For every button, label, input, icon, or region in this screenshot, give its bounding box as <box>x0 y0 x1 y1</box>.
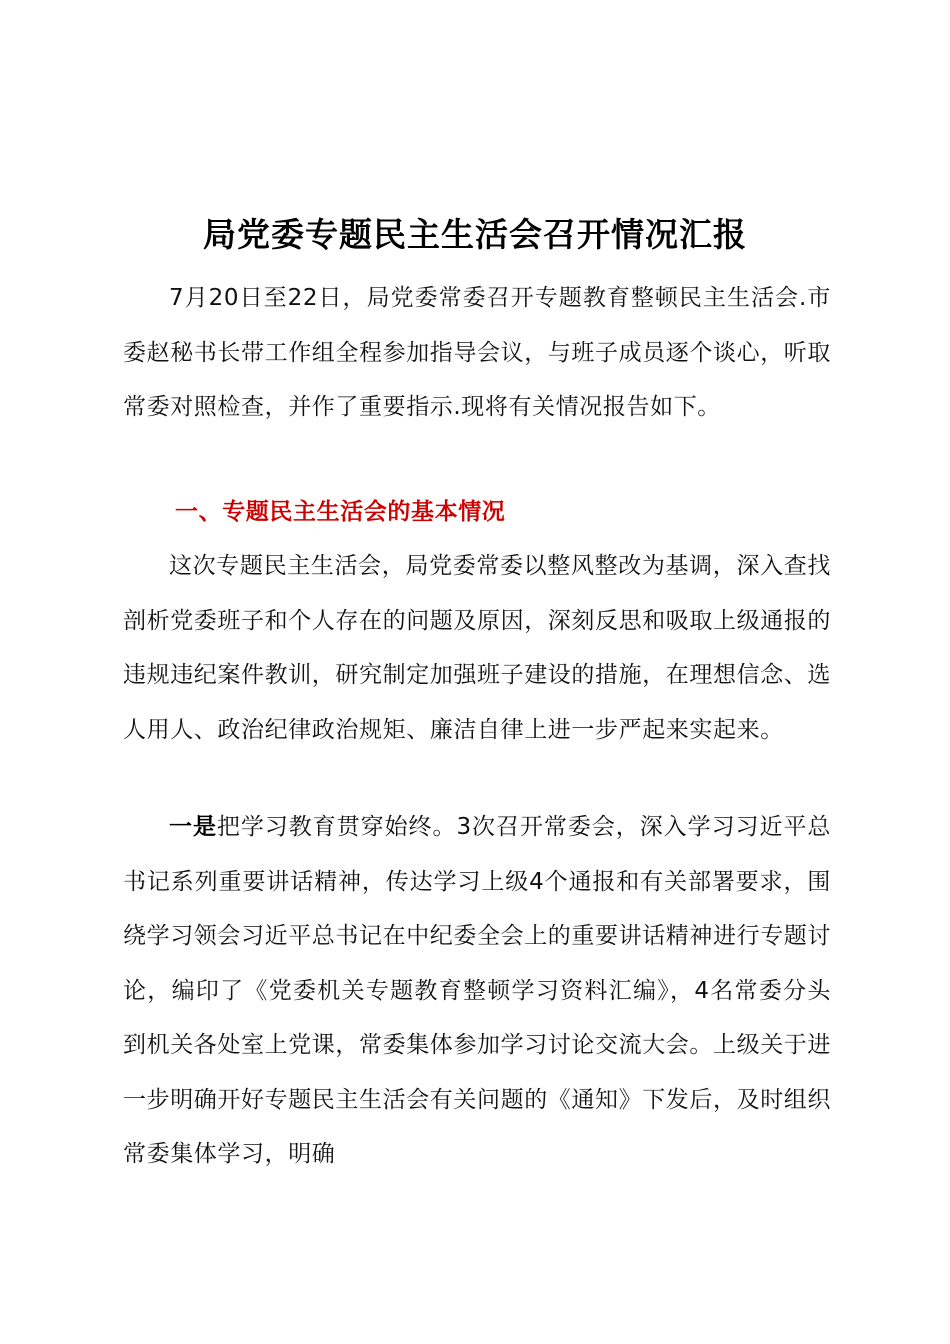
item-one-paragraph <box>123 800 831 1182</box>
item-one-lead: 一是 <box>169 814 217 840</box>
item-one-text: 把学习教育贯穿始终。3次召开常委会，深入学习习近平总书记系列重要讲话精神，传达学习上级4个通报和有关部署要求，围绕学习领会习近平总书记在中纪委全会上的重要讲话精神进行专题讨论，编印了《党委机关专题教育整顿学习资料汇编》，4名常委分头到机关各处室上党课，常委集体参加学习讨论交流大会。上级关于进一步明确开好专题民主生活会有关问题的《通知》下发后，及时组织常委集体学习，明确 <box>123 814 832 1167</box>
section-heading: 一、专题民主生活会的基本情况 <box>175 499 506 525</box>
section-paragraph: 这次专题民主生活会，局党委常委以整风整改为基调，深入查找剖析党委班子和个人存在的问题及原因，深刻反思和吸取上级通报的违规违纪案件教训，研究制定加强班子建设的措施，在理想信念、选人用人、政治纪律政治规矩、廉洁自律上进一步严起来实起来。 <box>123 553 831 743</box>
document-title: 局党委专题民主生活会召开情况汇报 <box>203 215 747 255</box>
intro-paragraph: 7月20日至22日，局党委常委召开专题教育整顿民主生活会.市委赵秘书长带工作组全程参加指导会议，与班子成员逐个谈心，听取常委对照检查，并作了重要指示.现将有关情况报告如下。 <box>123 285 831 420</box>
